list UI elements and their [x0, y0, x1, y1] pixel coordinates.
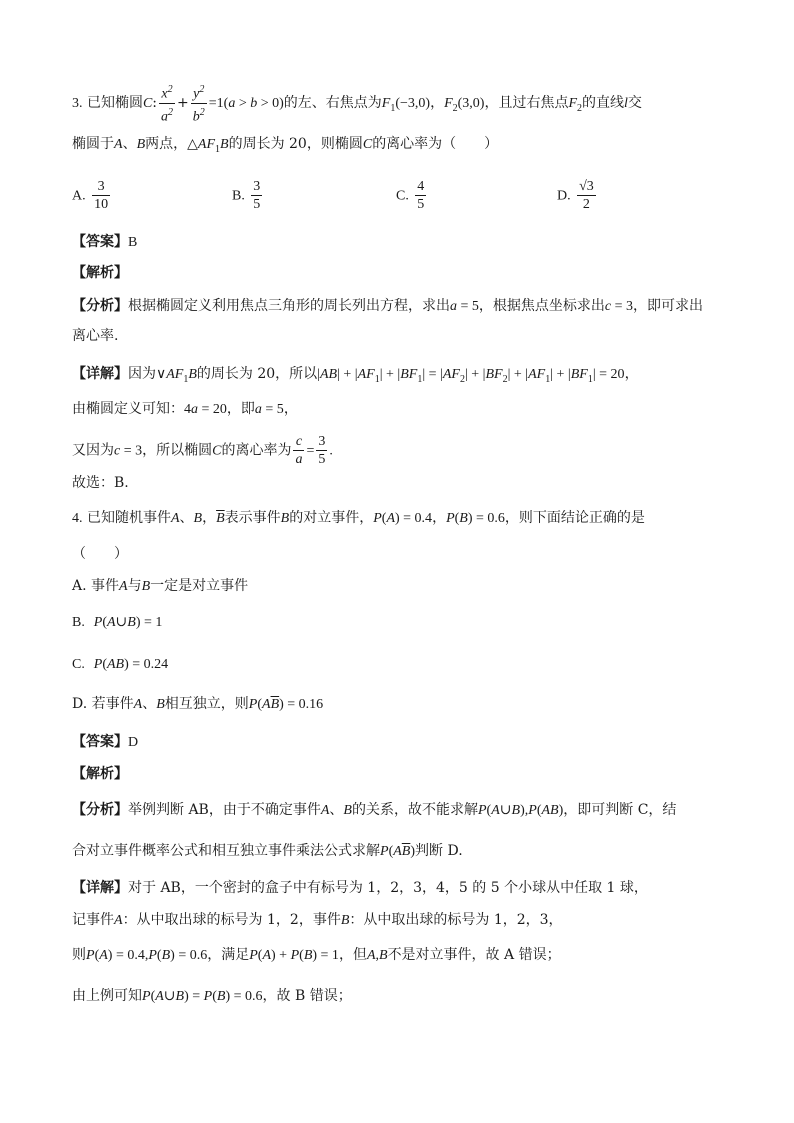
q4-detail-line3: 则P(A) = 0.4,P(B) = 0.6，满足P(A) + P(B) = 1，但A,B不是对立事件，故 A 错误；	[72, 947, 561, 963]
q4-option-b: B. P(A∪B) = 1	[72, 615, 163, 630]
q4-fenxi-line1: 【分析】举例判断 AB，由于不确定事件A、B的关系，故不能求解P(A∪B),P(AB)，即可判断 C，结	[72, 802, 677, 818]
q3-answer: 【答案】B	[72, 234, 138, 250]
q3-fenxi-line1: 【分析】根据椭圆定义利用焦点三角形的周长列出方程，求出a = 5，根据焦点坐标求出c = 3，即可求出	[72, 298, 704, 314]
q4-option-a: A. 事件A与B一定是对立事件	[72, 578, 249, 594]
q3-stem-line2: 椭圆于A、B两点，$\triangle AF_1B$的周长为 20，则椭圆C的离心率为（ ）	[72, 136, 499, 155]
q3-detail-line3: 又因为c = 3，所以椭圆C的离心率为 $\frac{c}{a}$ = $\frac{3}{5}$ .	[72, 434, 333, 467]
fraction-y2-b2: $\frac{y^2}{b^2}$	[191, 81, 207, 125]
q3-detail-line1: 【详解】因为$\vee AF_1B$的周长为 20，所以$|AB| + |AF_1| + |BF_1| = |AF_2| + |BF_2| + |AF_1| + |BF_1| = 20$，	[72, 366, 639, 385]
q4-detail-line2: 记事件A：从中取出球的标号为 1，2，事件B：从中取出球的标号为 1，2，3，	[72, 912, 563, 928]
q3-option-a: A. $\frac{3}{10}$	[72, 179, 109, 212]
q3-conclusion: 故选：B.	[72, 475, 129, 491]
q3-option-c: C. $\frac{4}{5}$	[396, 179, 425, 212]
q4-fenxi-line2: 合对立事件概率公式和相互独立事件乘法公式求解$P(A\overline{B})$判断 D.	[72, 843, 463, 859]
q3-detail-line2: 由椭圆定义可知：4a = 20，即a = 5，	[72, 401, 298, 417]
q4-stem-line1: 4. 已知随机事件A、B，$\overline{B}$表示事件B的对立事件，P(A) = 0.4，P(B) = 0.6，则下面结论正确的是	[72, 510, 645, 526]
q4-analysis-heading: 【解析】	[72, 766, 128, 782]
q3-analysis-heading: 【解析】	[72, 265, 128, 281]
fraction-x2-a2: $\frac{x^2}{a^2}$	[159, 81, 175, 125]
q4-stem-line2: （ ）	[72, 546, 128, 562]
q3-option-b: B. $\frac{3}{5}$	[232, 179, 261, 212]
q3-option-d: D. $\frac{√3}{2}$	[557, 179, 594, 212]
q4-option-d: D. 若事件A、B相互独立，则$P(A\overline{B}) = 0.16$	[72, 696, 324, 712]
q4-option-c: C. P(AB) = 0.24	[72, 657, 169, 672]
q4-answer: 【答案】D	[72, 734, 139, 750]
q4-detail-line1: 【详解】对于 AB，一个密封的盒子中有标号为 1，2，3，4，5 的 5 个小球从中任取 1 球，	[72, 880, 648, 896]
q3-stem-line1: 3. 已知椭圆C: $\frac{x^2}{a^2}$ + $\frac{y^2}{b^2}$ =1(a > b > 0)的左、右焦点为$F_1(-3,0)$，$F_2(3,0)$，且过右焦点$F_2$的直线l交	[72, 81, 642, 125]
q3-fenxi-line2: 离心率.	[72, 328, 119, 344]
q4-detail-line4: 由上例可知P(A∪B) = P(B) = 0.6，故 B 错误；	[72, 988, 352, 1004]
